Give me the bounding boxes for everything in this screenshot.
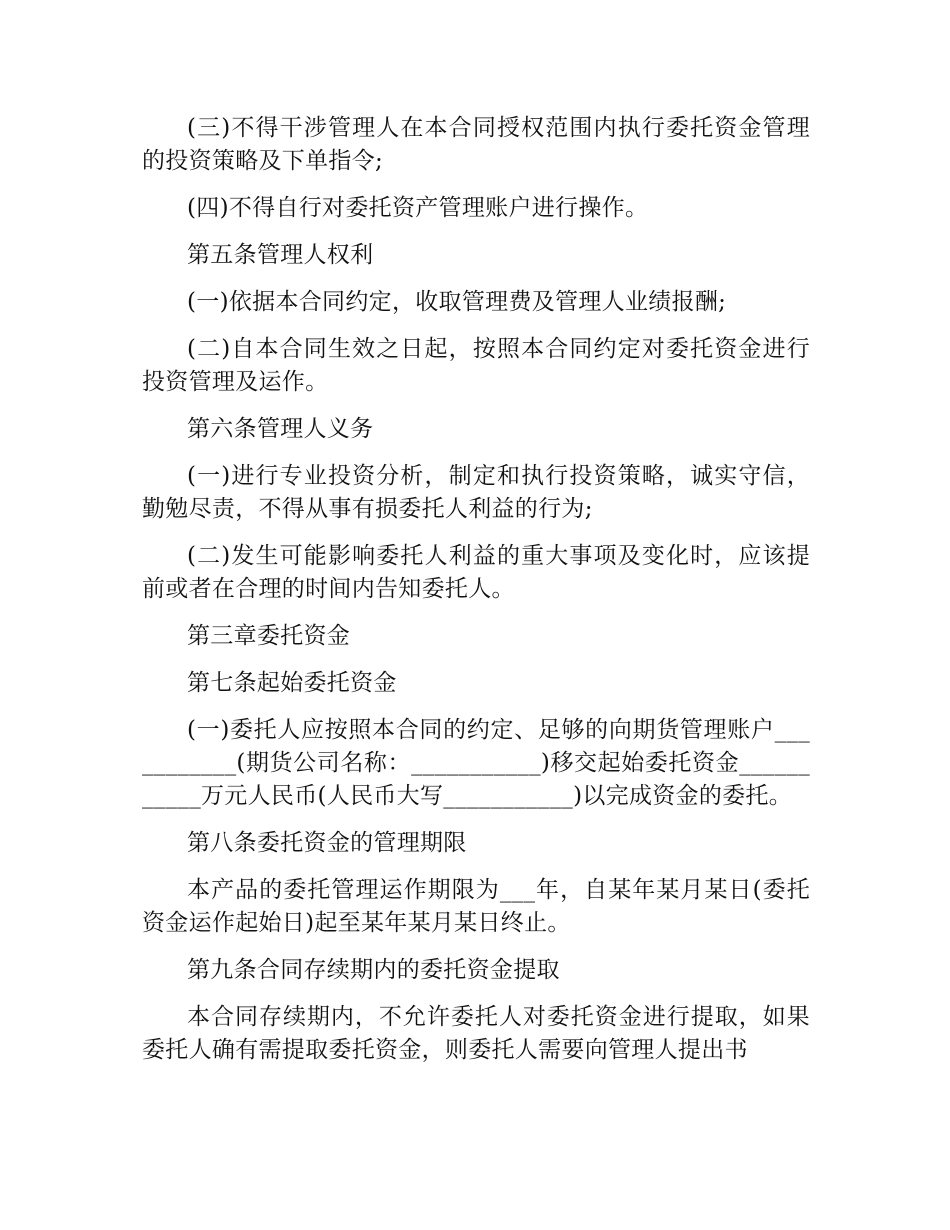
chapter-3-heading: 第三章委托资金 xyxy=(187,623,351,649)
article-7-heading: 第七条起始委托资金 xyxy=(187,670,397,696)
article-8-heading: 第八条委托资金的管理期限 xyxy=(187,830,467,856)
clause-3-item-3: (三)不得干涉管理人在本合同授权范围内执行委托资金管理的投资策略及下单指令; xyxy=(142,115,810,174)
article-7-item-1: (一)委托人应按照本合同的约定、足够的向期货管理账户___________(期货公司名称：___________)移交起始委托资金___________万元人民币(人民币大写___________)以完成资金的委托。 xyxy=(142,717,810,809)
article-5-item-1: (一)依据本合同约定，收取管理费及管理人业绩报酬; xyxy=(187,289,727,315)
clause-3-item-4: (四)不得自行对委托资产管理账户进行操作。 xyxy=(187,195,649,221)
article-6-item-1: (一)进行专业投资分析，制定和执行投资策略，诚实守信，勤勉尽责，不得从事有损委托人利益的行为; xyxy=(142,463,810,522)
article-8-body: 本产品的委托管理运作期限为___年，自某年某月某日(委托资金运作起始日)起至某年某月某日终止。 xyxy=(142,877,810,936)
article-9-body: 本合同存续期内，不允许委托人对委托资金进行提取，如果委托人确有需提取委托资金，则委托人需要向管理人提出书 xyxy=(142,1004,810,1063)
article-5-heading: 第五条管理人权利 xyxy=(187,242,374,268)
document-body xyxy=(142,112,810,1081)
article-6-item-2: (二)发生可能影响委托人利益的重大事项及变化时，应该提前或者在合理的时间内告知委托人。 xyxy=(142,543,810,602)
article-6-heading: 第六条管理人义务 xyxy=(187,416,374,442)
article-5-item-2: (二)自本合同生效之日起，按照本合同约定对委托资金进行投资管理及运作。 xyxy=(142,336,810,395)
article-9-heading: 第九条合同存续期内的委托资金提取 xyxy=(187,957,560,983)
